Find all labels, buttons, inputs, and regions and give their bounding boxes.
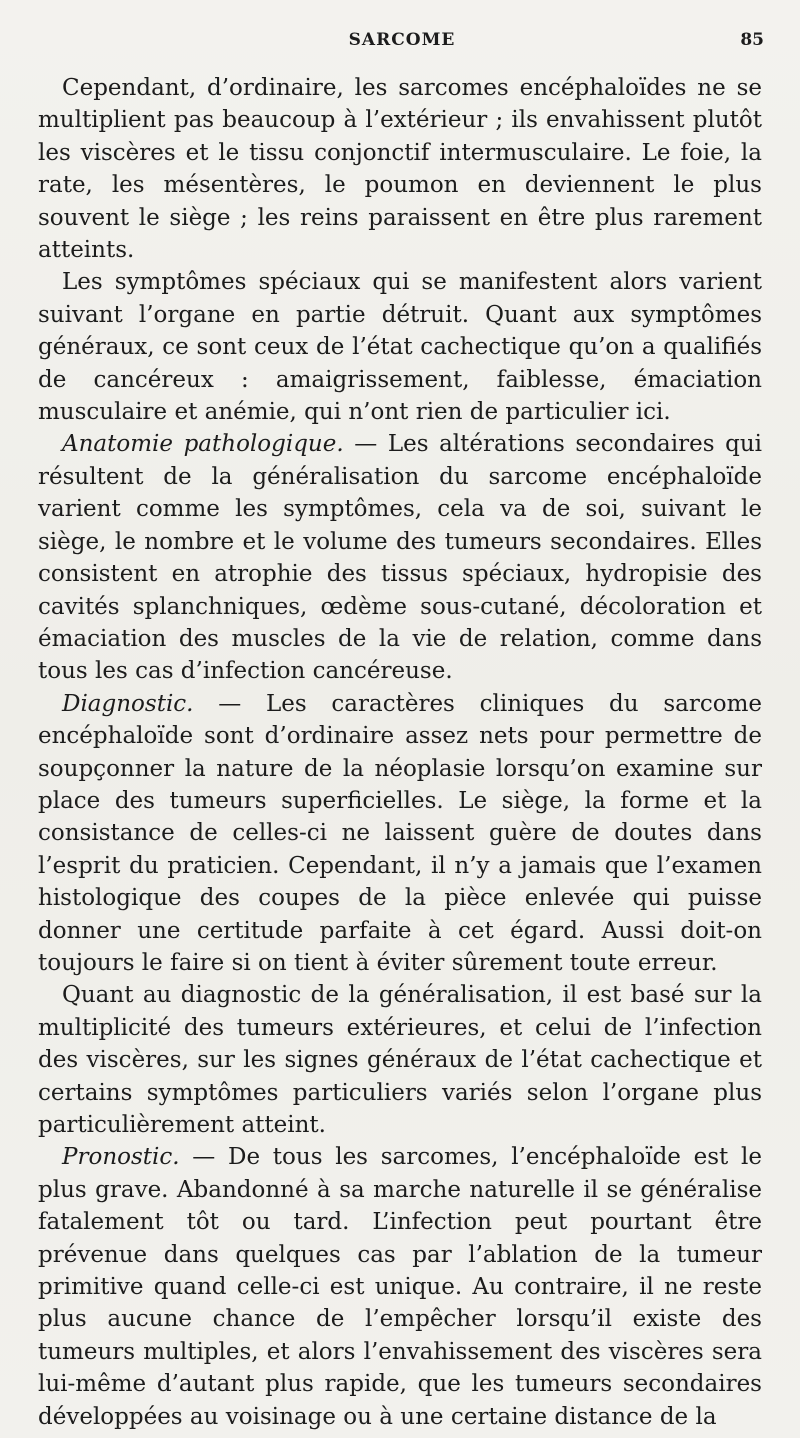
paragraph-pronostic [38, 1141, 762, 1433]
paragraph-text: — Les altérations secondaires qui résultent de la généralisation du sarcome encéphaloïde varient comme les symptômes, cela va de soi, suivant le siège, le nombre et le volume des tumeurs secondaires. Elles consistent en atrophie des tissus spéciaux, hydropisie des cavités splanchniques, œdème sous-cutané, décoloration et émaciation des muscles de la vie de relation, comme dans tous les cas d’infection cancéreuse. [38, 431, 762, 685]
paragraph-text: — Les caractères cliniques du sarcome encéphaloïde sont d’ordinaire assez nets pour permettre de soupçonner la nature de la néoplasie lorsqu’on examine sur place des tumeurs superficielles. Le siège, la forme et la consistance de celles-ci ne laissent guère de doutes dans l’esprit du praticien. Cependant, il n’y a jamais que l’examen histologique des coupes de la pièce enlevée qui puisse donner une certitude parfaite à cet égard. Aussi doit-on toujours le faire si on tient à éviter sûrement toute erreur. [38, 690, 762, 976]
section-heading-diagnostic: Diagnostic. [62, 690, 194, 717]
paragraph-generalisation [38, 979, 762, 1141]
page-header [40, 30, 764, 60]
paragraph-anatomy [38, 428, 762, 687]
paragraph-intro [38, 72, 762, 266]
paragraph-text: Les symptômes spéciaux qui se manifestent alors varient suivant l’organe en partie détruit. Quant aux symptômes généraux, ce sont ceux de l’état cachectique qu’on a qualifiés de cancéreux : amaigrissement, faiblesse, émaciation musculaire et anémie, qui n’ont rien de particulier ici. [38, 269, 762, 426]
section-heading-anatomie: Anatomie pathologique. [62, 431, 344, 458]
body-text [38, 72, 762, 1433]
paragraph-diagnostic [38, 688, 762, 980]
page-number: 85 [740, 30, 764, 50]
paragraph-text: Quant au diagnostic de la généralisation, il est basé sur la multiplicité des tumeurs extérieures, et celui de l’infection des viscères, sur les signes généraux de l’état cachectique et certains symptômes particuliers variés selon l’organe plus particulièrement atteint. [38, 982, 762, 1138]
paragraph-text: — De tous les sarcomes, l’encéphaloïde est le plus grave. Abandonné à sa marche naturelle il se généralise fatalement tôt ou tard. L’infection peut pourtant être prévenue dans quelques cas par l’ablation de la tumeur primitive quand celle-ci est unique. Au contraire, il ne reste plus aucune chance de l’empêcher lorsqu’il existe des tumeurs multiples, et alors l’envahissement des viscères sera lui-même d’autant plus rapide, que les tumeurs secondaires développées au voisinage ou à une certaine distance de la [38, 1144, 762, 1430]
paragraph-text: Cependant, d’ordinaire, les sarcomes encéphaloïdes ne se multiplient pas beaucoup à l’extérieur ; ils envahissent plutôt les viscères et le tissu conjonctif intermusculaire. Le foie, la rate, les mésentères, le poumon en deviennent le plus souvent le siège ; les reins paraissent en être plus rarement atteints. [38, 75, 762, 264]
section-heading-pronostic: Pronostic. [62, 1144, 180, 1171]
paragraph-symptoms [38, 266, 762, 428]
running-title: SARCOME [348, 30, 456, 50]
